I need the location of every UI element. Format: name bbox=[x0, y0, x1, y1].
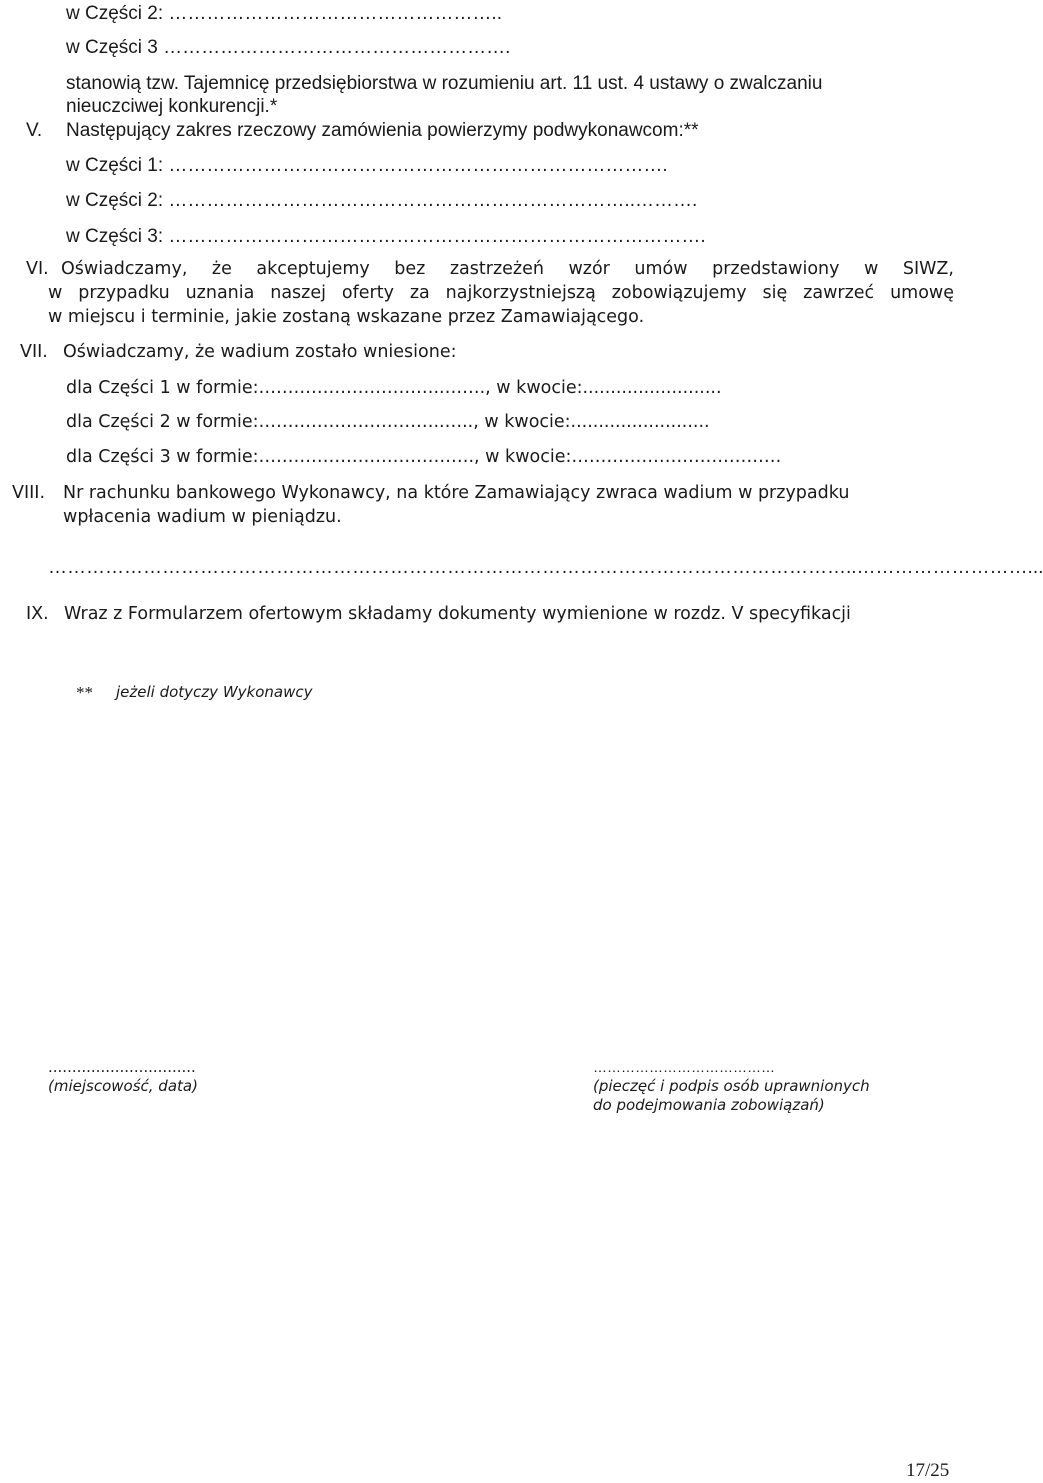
section-7-part1: dla Części 1 w formie:…………………………..……., w kwocie:......................... bbox=[66, 378, 722, 398]
section-5-text: Następujący zakres rzeczowy zamówienia powierzymy podwykonawcom:** bbox=[66, 120, 699, 141]
section-5-number: V. bbox=[26, 120, 43, 141]
section-6-line3: w miejscu i terminie, jakie zostaną wskazane przez Zamawiającego. bbox=[48, 307, 645, 327]
section-8-line1: Nr rachunku bankowego Wykonawcy, na które Zamawiający zwraca wadium w przypadku bbox=[63, 483, 850, 503]
section-7-part2: dla Części 2 w formie:…………………………..….., w kwocie:......................... bbox=[66, 412, 710, 432]
trade-secret-line2: nieuczciwej konkurencji.* bbox=[66, 96, 278, 117]
section-5-part3: w Części 3: …………………………………………………………………………. bbox=[66, 226, 706, 247]
place-date-label: (miejscowość, data) bbox=[48, 1077, 198, 1095]
section-5-part2: w Części 2: ………………………………………………………………..………. bbox=[66, 190, 698, 211]
section-7-number: VII. bbox=[20, 342, 48, 362]
section-9-text: Wraz z Formularzem ofertowym składamy dokumenty wymienione w rozdz. V specyfikacji bbox=[64, 604, 851, 624]
section-6-line2: w przypadku uznania naszej oferty za najkorzystniejszą zobowiązujemy się zawrzeć umowę bbox=[48, 283, 954, 303]
footnote-text: jeżeli dotyczy Wykonawcy bbox=[116, 683, 313, 701]
trade-secret-line1: stanowią tzw. Tajemnicę przedsiębiorstwa w rozumieniu art. 11 ust. 4 ustawy o zwalczaniu bbox=[66, 73, 823, 94]
section-6-line1: Oświadczamy, że akceptujemy bez zastrzeżeń wzór umów przedstawiony w SIWZ, bbox=[61, 259, 954, 279]
section-5-part1: w Części 1: ……………………………………………………………………. bbox=[66, 155, 668, 176]
signature-label-line1: (pieczęć i podpis osób uprawnionych bbox=[593, 1077, 870, 1095]
section-6-number: VI. bbox=[26, 259, 49, 279]
section-8-line2: wpłacenia wadium w pieniądzu. bbox=[63, 507, 342, 527]
part3-prev-line: w Części 3 ………………………………………………. bbox=[66, 37, 511, 58]
place-date-dots: ............................... bbox=[48, 1058, 196, 1076]
section-8-number: VIII. bbox=[12, 483, 46, 503]
part2-prev-line: w Części 2: …………………………………………….. bbox=[66, 3, 502, 24]
section-7-part3: dla Części 3 w formie:………………………………., w kwocie:……………………………… bbox=[66, 447, 782, 467]
page-number: 17/25 bbox=[906, 1460, 950, 1481]
section-9-number: IX. bbox=[26, 604, 49, 624]
signature-label-line2: do podejmowania zobowiązań) bbox=[593, 1096, 825, 1114]
signature-dots: ………………………………… bbox=[593, 1059, 775, 1075]
footnote-mark: ** bbox=[76, 683, 93, 702]
account-number-dots: ………………………………………………………………………………………………………………..………………………... bbox=[48, 557, 1043, 578]
section-7-text: Oświadczamy, że wadium zostało wniesione: bbox=[63, 342, 457, 362]
